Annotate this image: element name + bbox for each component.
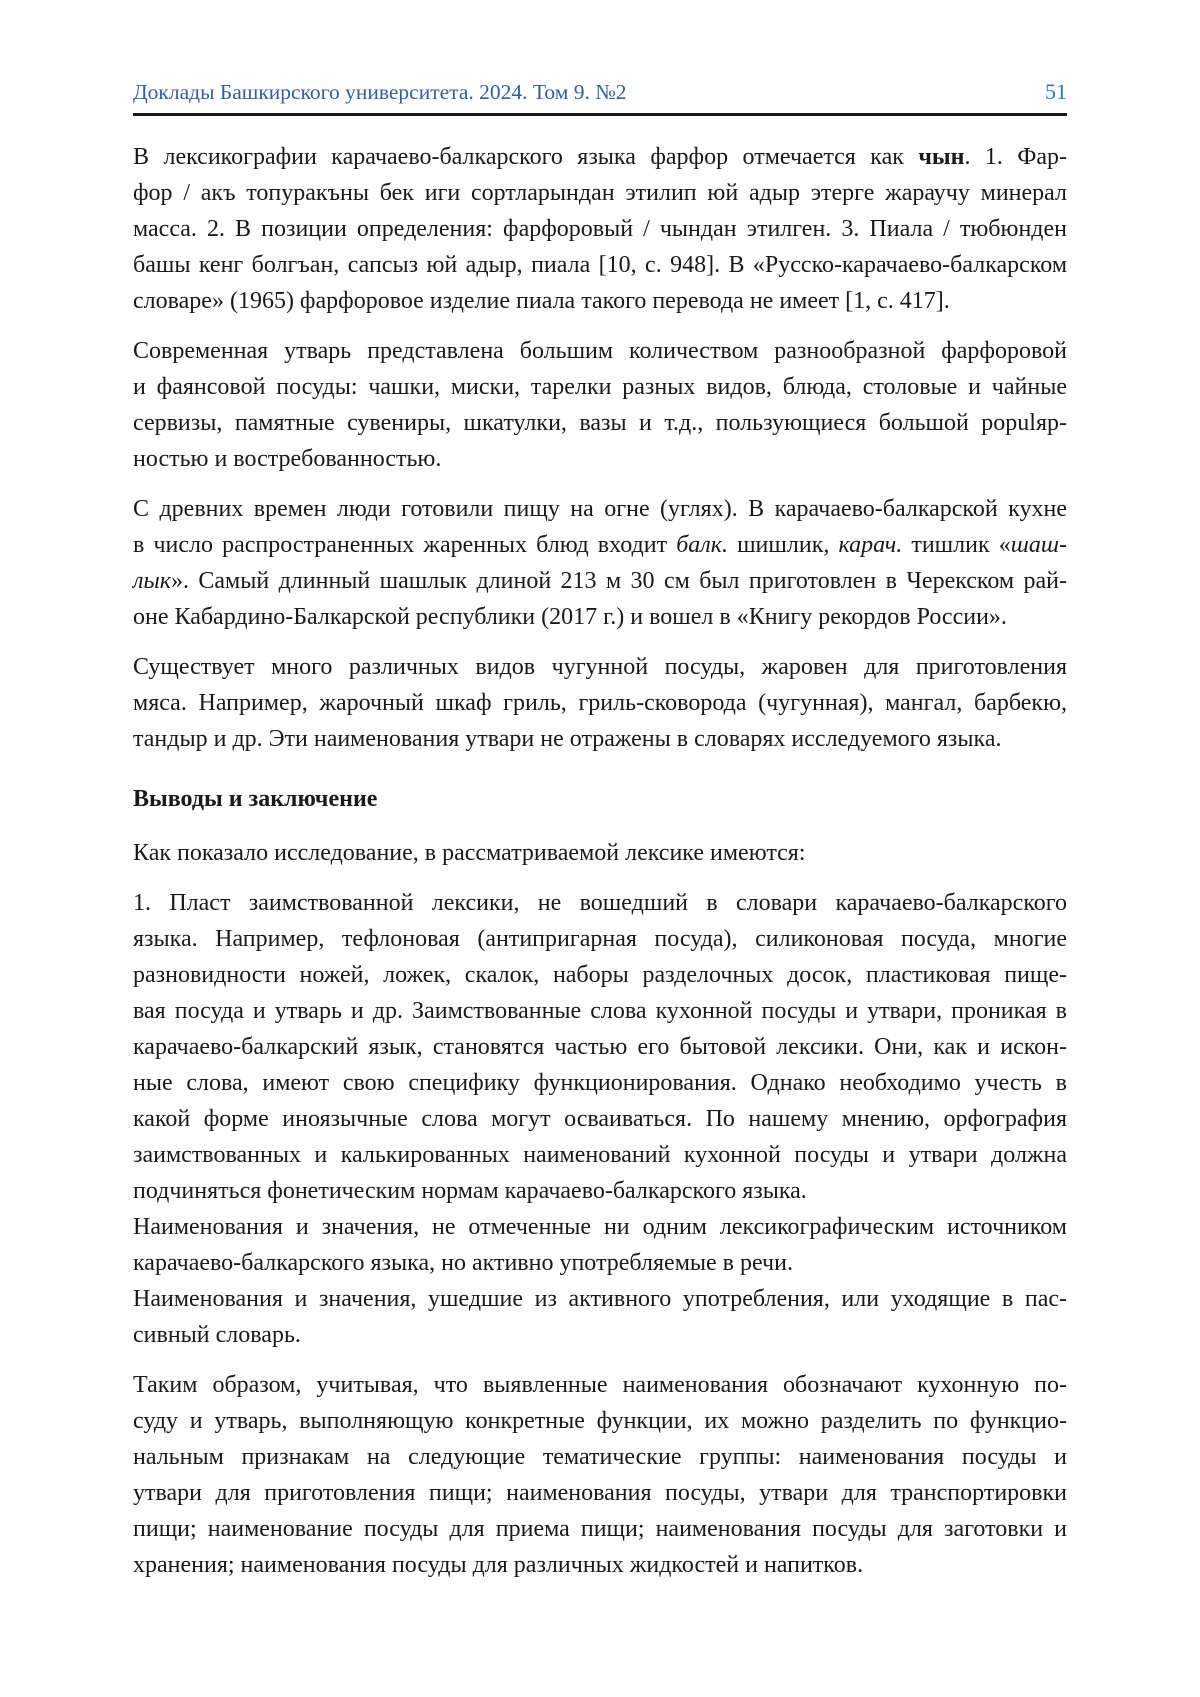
- text-line: [133, 1029, 1067, 1065]
- journal-title: Доклады Башкирского университета. 2024. Том 9. №2: [133, 80, 627, 104]
- text-line: [133, 1245, 1067, 1281]
- text-run: С древних времен люди готовили пищу на огне (углях). В карачаево-балкарской кухне: [133, 496, 1067, 522]
- text-run: заимствованных и калькированных наименований кухонной посуды и утвари должна: [133, 1142, 1067, 1168]
- text-run: пищи; наименование посуды для приема пищи; наименования посуды для заготовки и: [133, 1516, 1067, 1542]
- text-line: [133, 649, 1067, 685]
- text-run: вая посуда и утварь и др. Заимствованные слова кухонной посуды и утвари, проникая в: [133, 998, 1067, 1024]
- text-line: [133, 333, 1067, 369]
- text-run: сервизы, памятные сувениры, шкатулки, вазы и т.д., пользующиеся большой populяр-: [133, 410, 1067, 436]
- paragraph: [133, 835, 1067, 871]
- text-line: [133, 1475, 1067, 1511]
- text-line: [133, 247, 1067, 283]
- text-run: утвари для приготовления пищи; наименования посуды, утвари для транспортировки: [133, 1480, 1067, 1506]
- text-line: [133, 1439, 1067, 1475]
- text-run: карачаево-балкарский язык, становятся частью его бытовой лексики. Они, как и искон-: [133, 1034, 1067, 1060]
- text-run: хранения; наименования посуды для различных жидкостей и напитков.: [133, 1552, 864, 1578]
- text-line: [133, 721, 1067, 757]
- text-run: Современная утварь представлена большим количеством разнообразной фарфоровой: [133, 338, 1067, 364]
- text-run: шаш-: [1010, 532, 1067, 558]
- text-line: [133, 441, 1067, 477]
- page-header: [133, 78, 1067, 116]
- text-line: [133, 599, 1067, 635]
- text-run: лык: [133, 568, 171, 594]
- text-run: 1. Пласт заимствованной лексики, не вошедший в словари карачаево-балкарского: [133, 890, 1067, 916]
- text-run: Как показало исследование, в рассматриваемой лексике имеются:: [133, 840, 806, 866]
- text-line: [133, 405, 1067, 441]
- text-run: Выводы и заключение: [133, 786, 378, 812]
- text-line: [133, 563, 1067, 599]
- text-run: Существует много различных видов чугунной посуды, жаровен для приготовления: [133, 654, 1067, 680]
- text-run: масса. 2. В позиции определения: фарфоровый / чындан этилген. 3. Пиала / тюбюнден: [133, 216, 1067, 242]
- text-run: языка. Например, тефлоновая (антипригарная посуда), силиконовая посуда, многие: [133, 926, 1067, 952]
- text-run: и фаянсовой посуды: чашки, миски, тарелки разных видов, блюда, столовые и чайные: [133, 374, 1067, 400]
- text-run: ». Самый длинный шашлык длиной 213 м 30 см был приготовлен в Черекском рай-: [170, 568, 1067, 594]
- text-line: [133, 993, 1067, 1029]
- text-line: [133, 139, 1067, 175]
- text-line: [133, 835, 1067, 871]
- text-line: [133, 885, 1067, 921]
- text-line: [133, 1209, 1067, 1245]
- text-line: [133, 491, 1067, 527]
- text-run: шишлик,: [727, 532, 839, 558]
- text-line: [133, 1173, 1067, 1209]
- page-number: 51: [1045, 79, 1067, 104]
- text-run: в число распространенных жаренных блюд входит: [133, 532, 677, 558]
- text-line: [133, 369, 1067, 405]
- text-line: [133, 781, 1067, 817]
- text-line: [133, 1065, 1067, 1101]
- text-run: сивный словарь.: [133, 1322, 301, 1348]
- text-line: [133, 175, 1067, 211]
- text-run: чын: [918, 144, 965, 170]
- text-run: карачаево-балкарского языка, но активно употребляемые в речи.: [133, 1250, 793, 1276]
- text-line: [133, 957, 1067, 993]
- text-line: [133, 1101, 1067, 1137]
- section-heading: [133, 781, 1067, 817]
- text-run: ностью и востребованностью.: [133, 446, 442, 472]
- page-body: [133, 139, 1067, 1583]
- text-line: [133, 527, 1067, 563]
- text-run: оне Кабардино-Балкарской республики (2017 г.) и вошел в «Книгу рекордов России».: [133, 604, 1007, 630]
- text-line: [133, 921, 1067, 957]
- text-line: [133, 1317, 1067, 1353]
- text-run: словаре» (1965) фарфоровое изделие пиала такого перевода не имеет [1, с. 417].: [133, 288, 950, 314]
- text-line: [133, 1137, 1067, 1173]
- text-run: башы кенг болгъан, сапсыз юй адыр, пиала [10, с. 948]. В «Русско-карачаево-балкарском: [133, 252, 1067, 278]
- text-run: тишлик «: [902, 532, 1011, 558]
- text-run: мяса. Например, жарочный шкаф гриль, гриль-сковорода (чугунная), мангал, барбекю,: [133, 690, 1067, 716]
- text-line: [133, 283, 1067, 319]
- text-line: [133, 1403, 1067, 1439]
- text-run: фор / акъ топуракъны бек иги сортларындан этилип юй адыр этерге жараучу минерал: [133, 180, 1067, 206]
- text-run: нальным признакам на следующие тематические группы: наименования посуды и: [133, 1444, 1067, 1470]
- text-run: разновидности ножей, ложек, скалок, наборы разделочных досок, пластиковая пище-: [133, 962, 1067, 988]
- text-run: какой форме иноязычные слова могут осваиваться. По нашему мнению, орфография: [133, 1106, 1067, 1132]
- text-run: балк.: [676, 532, 728, 558]
- paragraph: [133, 1367, 1067, 1583]
- paragraph: [133, 649, 1067, 757]
- paragraph: [133, 333, 1067, 477]
- text-line: [133, 1281, 1067, 1317]
- text-run: тандыр и др. Эти наименования утвари не отражены в словарях исследуемого языка.: [133, 726, 1002, 752]
- paragraph: [133, 885, 1067, 1353]
- paragraph: [133, 139, 1067, 319]
- text-run: Таким образом, учитывая, что выявленные наименования обозначают кухонную по-: [133, 1372, 1067, 1398]
- paragraph: [133, 491, 1067, 635]
- text-run: В лексикографии карачаево-балкарского языка фарфор отмечается как: [133, 144, 919, 170]
- text-run: ные слова, имеют свою специфику функционирования. Однако необходимо учесть в: [133, 1070, 1067, 1096]
- text-run: суду и утварь, выполняющую конкретные функции, их можно разделить по функцио-: [133, 1408, 1067, 1434]
- text-line: [133, 1511, 1067, 1547]
- text-line: [133, 685, 1067, 721]
- text-run: подчиняться фонетическим нормам карачаево-балкарского языка.: [133, 1178, 807, 1204]
- text-run: . 1. Фар-: [964, 144, 1068, 170]
- text-run: Наименования и значения, ушедшие из активного употребления, или уходящие в пас-: [133, 1286, 1067, 1312]
- text-line: [133, 1547, 1067, 1583]
- text-run: карач.: [838, 532, 903, 558]
- text-run: Наименования и значения, не отмеченные ни одним лексикографическим источником: [133, 1214, 1067, 1240]
- text-line: [133, 1367, 1067, 1403]
- text-line: [133, 211, 1067, 247]
